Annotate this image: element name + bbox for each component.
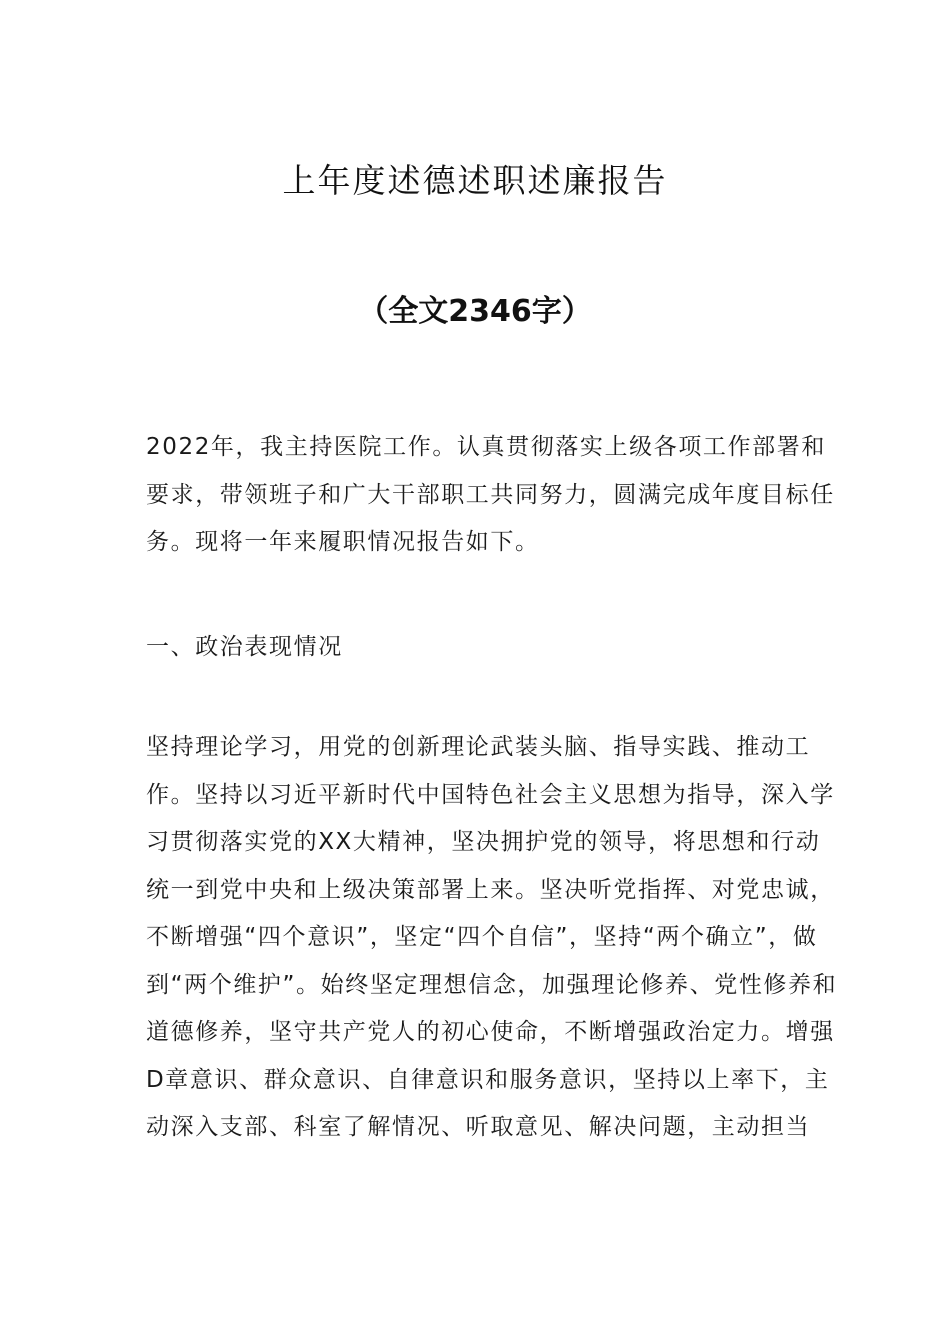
intro-paragraph: 2022年，我主持医院工作。认真贯彻落实上级各项工作部署和要求，带领班子和广大干部职工共同努力，圆满完成年度目标任务。现将一年来履职情况报告如下。 [146, 434, 835, 555]
document-title: 上年度述德述职述廉报告 [282, 161, 668, 200]
document-subtitle: （全文2346字） [358, 294, 592, 329]
section-body-paragraph: 坚持理论学习，用党的创新理论武装头脑、指导实践、推动工作。坚持以习近平新时代中国特色社会主义思想为指导，深入学习贯彻落实党的XX大精神，坚决拥护党的领导，将思想和行动统一到党中央和上级决策部署上来。坚决听党指挥、对党忠诚，不断增强“四个意识”，坚定“四个自信”，坚持“两个确立”，做到“两个维护”。始终坚定理想信念，加强理论修养、党性修养和道德修养，坚守共产党人的初心使命，不断增强政治定力。增强D章意识、群众意识、自律意识和服务意识，坚持以上率下，主动深入支部、科室了解情况、听取意见、解决问题，主动担当 [146, 734, 838, 1140]
section-heading: 一、政治表现情况 [146, 634, 343, 660]
